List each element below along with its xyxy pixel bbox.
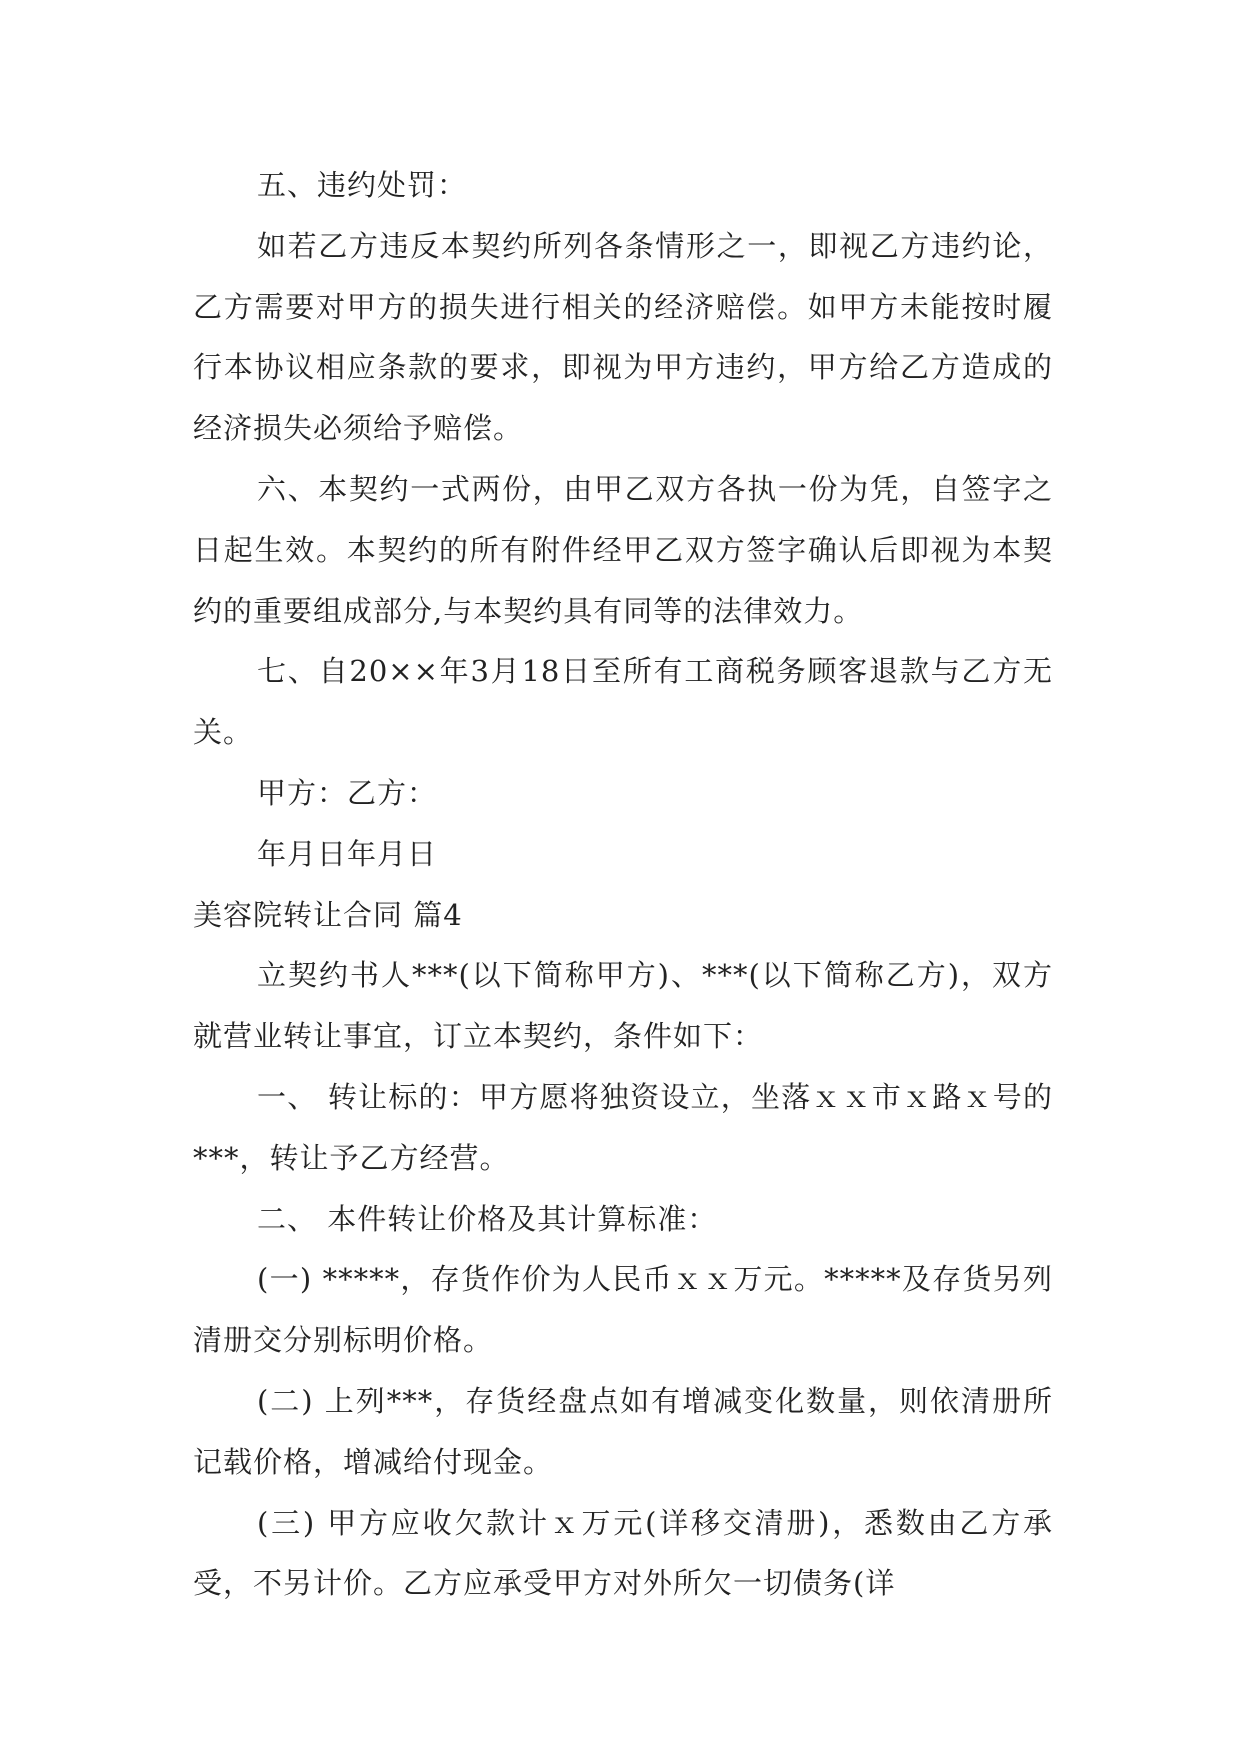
paragraph-item-1-subject: 一、 转让标的：甲方愿将独资设立，坐落ｘｘ市ｘ路ｘ号的***，转让予乙方经营。 bbox=[193, 1079, 1053, 1175]
paragraph-item-2-price: 二、 本件转让价格及其计算标准： bbox=[257, 1201, 718, 1236]
paragraph-subitem-2: (二) 上列***，存货经盘点如有增减变化数量，则依清册所记载价格，增减给付现金。 bbox=[193, 1383, 1053, 1479]
paragraph-preamble: 立契约书人***(以下简称甲方)、***(以下简称乙方)，双方就营业转让事宜，订立本契约，条件如下： bbox=[193, 958, 1053, 1054]
paragraph-section-6: 六、本契约一式两份，由甲乙双方各执一份为凭，自签字之日起生效。本契约的所有附件经甲乙双方签字确认后即视为本契约的重要组成部分,与本契约具有同等的法律效力。 bbox=[193, 471, 1053, 628]
paragraph-subitem-3: (三) 甲方应收欠款计ｘ万元(详移交清册)，悉数由乙方承受，不另计价。乙方应承受甲方对外所欠一切债务(详 bbox=[193, 1505, 1053, 1601]
paragraph-section-5-heading: 五、违约处罚： bbox=[257, 168, 468, 202]
contract-title: 美容院转让合同 篇4 bbox=[193, 897, 463, 932]
document-body bbox=[193, 155, 1053, 1614]
paragraph-subitem-1: (一) *****，存货作价为人民币ｘｘ万元。*****及存货另列清册交分别标明价格。 bbox=[193, 1262, 1053, 1358]
paragraph-section-7: 七、自20××年3月18日至所有工商税务顾客退款与乙方无关。 bbox=[193, 654, 1053, 750]
paragraph-breach-terms: 如若乙方违反本契约所列各条情形之一，即视乙方违约论，乙方需要对甲方的损失进行相关的经济赔偿。如甲方未能按时履行本协议相应条款的要求，即视为甲方违约，甲方给乙方造成的经济损失必须给予赔偿。 bbox=[193, 228, 1053, 446]
signature-dates: 年月日年月日 bbox=[257, 836, 438, 871]
signature-parties: 甲方：乙方： bbox=[257, 775, 438, 810]
